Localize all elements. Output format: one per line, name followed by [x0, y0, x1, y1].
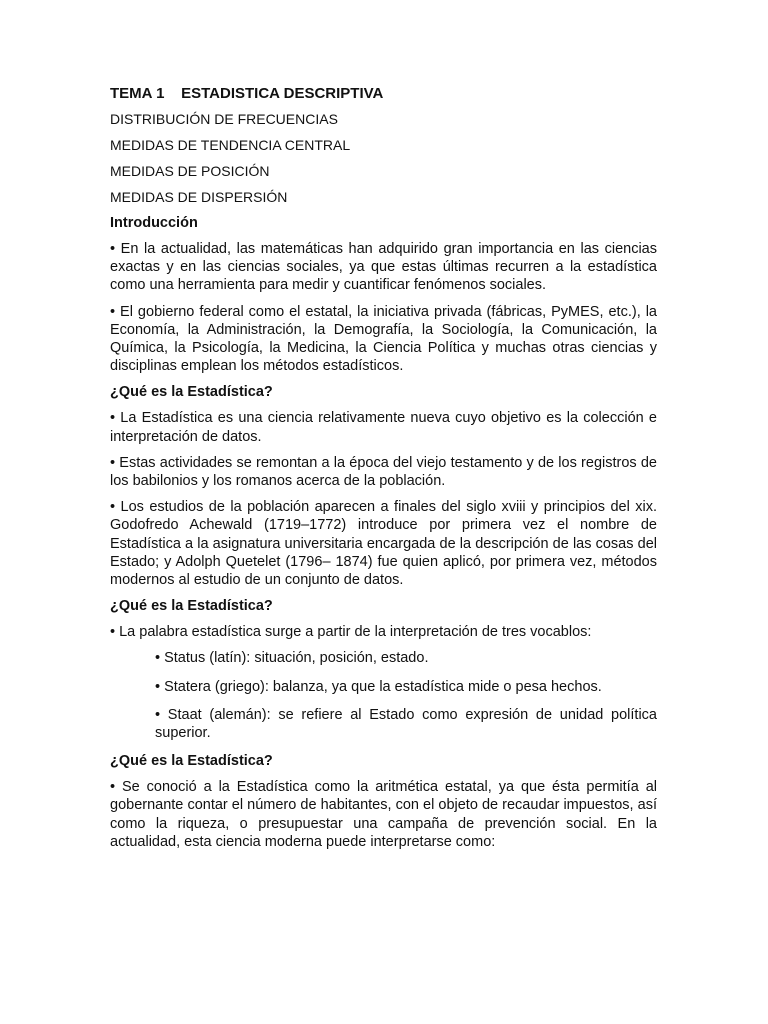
topic-item: MEDIDAS DE DISPERSIÓN — [110, 189, 288, 205]
section-paragraph: • Los estudios de la población aparecen a finales del siglo xviii y principios del xix. Godofredo Achewald (1719–1772) introduce por primera vez el nombre de Estadística a la asignatura universitaria encargada de la descripción de las cosas del Estado; y Adolph Quetelet (1796– 1874) fue quien aplicó, por primera vez, métodos modernos al estudio de un conjunto de datos. — [110, 499, 657, 589]
document-page — [110, 84, 657, 859]
vocable-item: • Staat (alemán): se refiere al Estado como expresión de unidad política superior. — [155, 706, 657, 742]
section-heading: ¿Qué es la Estadística? — [110, 598, 273, 615]
intro-heading: Introducción — [110, 215, 198, 231]
vocable-item: • Statera (griego): balanza, ya que la estadística mide o pesa hechos. — [155, 678, 602, 695]
topic-item: DISTRIBUCIÓN DE FRECUENCIAS — [110, 111, 338, 127]
document-title: TEMA 1 ESTADISTICA DESCRIPTIVA — [110, 85, 384, 102]
intro-paragraph: • El gobierno federal como el estatal, la iniciativa privada (fábricas, PyMES, etc.), la Economía, la Administración, la Demografía, la Sociología, la Comunicación, la Química, la Psicología, la Medicina, la Ciencia Política y muchas otras ciencias y disciplinas emplean los métodos estadísticos. — [110, 303, 657, 375]
section-heading: ¿Qué es la Estadística? — [110, 384, 273, 401]
section-paragraph: • La palabra estadística surge a partir de la interpretación de tres vocablos: — [110, 624, 592, 641]
intro-paragraph: • En la actualidad, las matemáticas han adquirido gran importancia en las ciencias exactas y en las ciencias sociales, ya que estas últimas recurren a la estadística como una herramienta para medir y cuantificar fenómenos sociales. — [110, 241, 657, 294]
section-paragraph: • Se conoció a la Estadística como la aritmética estatal, ya que ésta permitía al gobernante contar el número de habitantes, con el objeto de recaudar impuestos, así como la riqueza, o presupuestar una campaña de prevención social. En la actualidad, esta ciencia moderna puede interpretarse como: — [110, 779, 657, 850]
topic-item: MEDIDAS DE POSICIÓN — [110, 163, 270, 179]
section-paragraph: • La Estadística es una ciencia relativamente nueva cuyo objetivo es la colección e interpretación de datos. — [110, 410, 657, 445]
vocable-item: • Status (latín): situación, posición, estado. — [155, 650, 429, 667]
section-heading: ¿Qué es la Estadística? — [110, 753, 273, 770]
topic-item: MEDIDAS DE TENDENCIA CENTRAL — [110, 137, 351, 153]
section-paragraph: • Estas actividades se remontan a la época del viejo testamento y de los registros de los babilonios y los romanos acerca de la población. — [110, 454, 657, 490]
